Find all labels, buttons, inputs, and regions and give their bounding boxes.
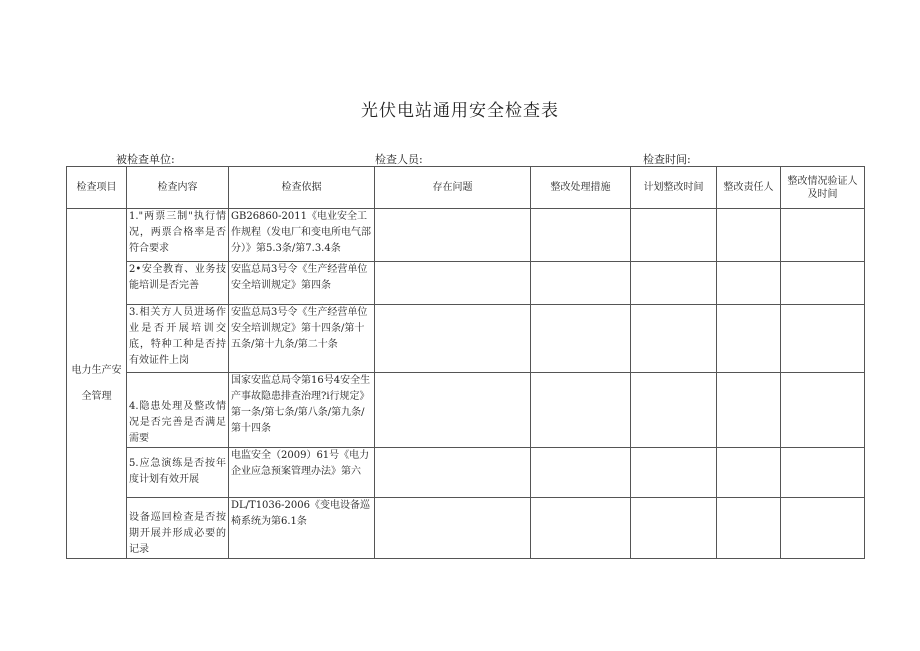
check-content-cell: 3.相关方人员进场作业是否开展培训交底，特种工种是否持有效证件上岗 (127, 305, 229, 373)
measure-cell[interactable] (531, 373, 631, 448)
measure-cell[interactable] (531, 262, 631, 305)
check-basis-cell: GB26860-2011《电业安全工作规程（发电厂和变电所电气部分）》第5.3条/第7.3.4条 (229, 209, 375, 262)
inspector-label: 检查人员: (375, 153, 423, 166)
problem-cell[interactable] (375, 498, 531, 559)
problem-cell[interactable] (375, 209, 531, 262)
check-basis-cell: DL/T1036-2006《变电设备巡椅系统为第6.1条 (229, 498, 375, 559)
responsible-cell[interactable] (717, 209, 781, 262)
problem-cell[interactable] (375, 262, 531, 305)
responsible-cell[interactable] (717, 373, 781, 448)
measure-cell[interactable] (531, 498, 631, 559)
table-row (67, 498, 865, 559)
responsible-cell[interactable] (717, 262, 781, 305)
measure-cell[interactable] (531, 448, 631, 498)
table-row (67, 373, 865, 448)
check-content-cell: 2•安全教育、业务技能培训是否完善 (127, 262, 229, 305)
safety-checklist-table (66, 166, 865, 559)
planned-time-cell[interactable] (631, 262, 717, 305)
table-row (67, 448, 865, 498)
verifier-cell[interactable] (781, 262, 865, 305)
check-content-cell: 4.隐患处理及整改情况是否完善是否满足需要 (127, 373, 229, 448)
category-cell: 电力生产安全管理 (67, 209, 127, 559)
header-check-content: 检查内容 (127, 167, 229, 209)
header-check-basis: 检查依据 (229, 167, 375, 209)
planned-time-cell[interactable] (631, 498, 717, 559)
responsible-cell[interactable] (717, 448, 781, 498)
check-basis-cell: 安监总局3号令《生产经营单位安全培训规定》第四条 (229, 262, 375, 305)
header-verifier-and-time: 整改情况验证人及时间 (781, 167, 865, 209)
measure-cell[interactable] (531, 209, 631, 262)
planned-time-cell[interactable] (631, 305, 717, 373)
table-row (67, 305, 865, 373)
planned-time-cell[interactable] (631, 209, 717, 262)
document-title: 光伏电站通用安全检查表 (361, 101, 559, 121)
check-basis-cell: 安监总局3号令《生产经营单位安全培训规定》第十四条/第十五条/第十九条/第二十条 (229, 305, 375, 373)
verifier-cell[interactable] (781, 209, 865, 262)
check-basis-cell: 电监安全（2009）61号《电力企业应急预案管理办法》第六 (229, 448, 375, 498)
header-check-item: 检查项目 (67, 167, 127, 209)
header-planned-time: 计划整改时间 (631, 167, 717, 209)
problem-cell[interactable] (375, 448, 531, 498)
check-basis-cell: 国家安监总局令第16号4安全生产事故隐患排查治理?i行规定》第一条/第七条/第八条/第九条/第十四条 (229, 373, 375, 448)
inspection-time-label: 检查时间: (643, 153, 691, 166)
verifier-cell[interactable] (781, 305, 865, 373)
problem-cell[interactable] (375, 373, 531, 448)
problem-cell[interactable] (375, 305, 531, 373)
header-row (67, 167, 865, 209)
check-content-cell: 设备巡回检查是否按期开展并形成必要的记录 (127, 498, 229, 559)
verifier-cell[interactable] (781, 448, 865, 498)
verifier-cell[interactable] (781, 373, 865, 448)
table-row (67, 262, 865, 305)
header-rectification-measures: 整改处理措施 (531, 167, 631, 209)
header-responsible-person: 整改责任人 (717, 167, 781, 209)
header-existing-problems: 存在问题 (375, 167, 531, 209)
check-content-cell: 5.应急演练是否按年度计划有效开展 (127, 448, 229, 498)
responsible-cell[interactable] (717, 305, 781, 373)
check-content-cell: 1."两票三制"执行情况，两票合格率是否符合要求 (127, 209, 229, 262)
inspected-unit-label: 被检查单位: (116, 153, 175, 166)
table-row (67, 209, 865, 262)
responsible-cell[interactable] (717, 498, 781, 559)
measure-cell[interactable] (531, 305, 631, 373)
planned-time-cell[interactable] (631, 448, 717, 498)
planned-time-cell[interactable] (631, 373, 717, 448)
verifier-cell[interactable] (781, 498, 865, 559)
